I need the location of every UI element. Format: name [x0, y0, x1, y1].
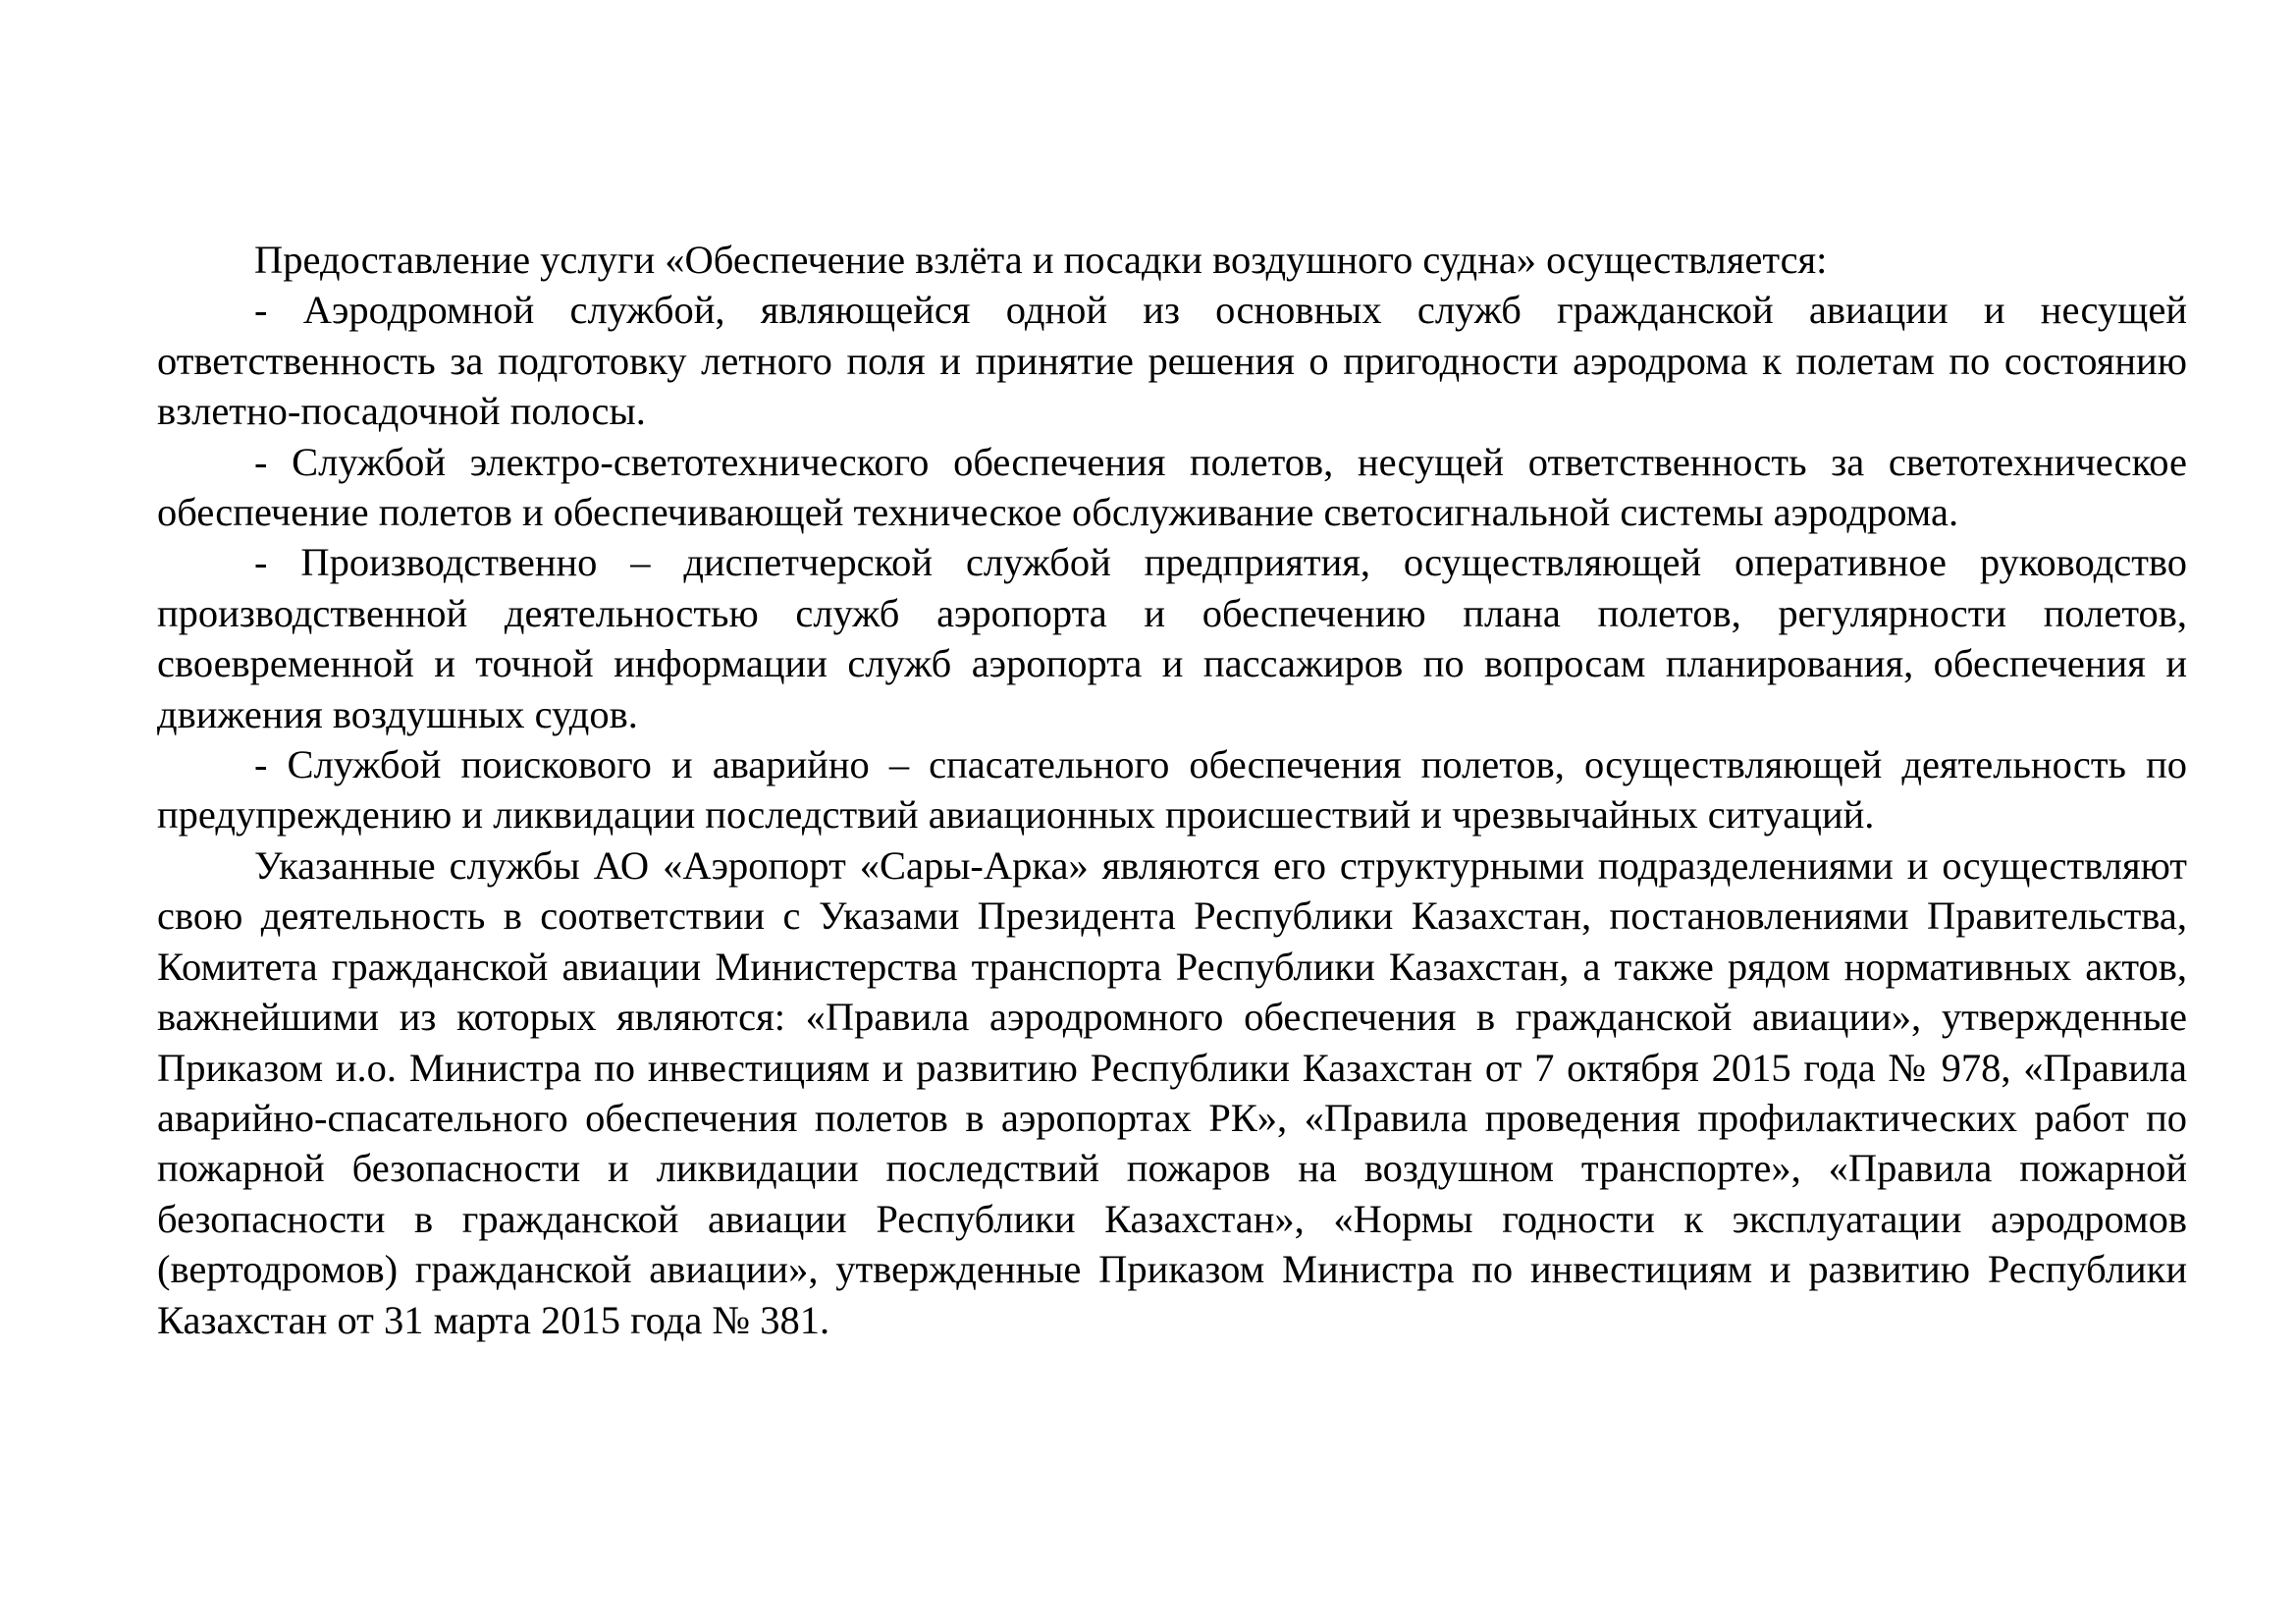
paragraph-dispatch-service: - Производственно – диспетчерской службой предприятия, осуществляющей оперативное руководство производственной деятельностью служб аэропорта и обеспечению плана полетов, регулярности полетов, своевременной и точной информации служб аэропорта и пассажиров по вопросам планирования, обеспечения и движения воздушных судов.	[157, 540, 2187, 736]
paragraph-intro: Предоставление услуги «Обеспечение взлёта и посадки воздушного судна» осуществляется:	[254, 238, 1828, 282]
document-body	[157, 235, 2187, 1345]
paragraph-lighting-service: - Службой электро-светотехнического обеспечения полетов, несущей ответственность за светотехническое обеспечение полетов и обеспечивающей техническое обслуживание светосигнальной системы аэродрома.	[157, 439, 2187, 535]
paragraph-regulations: Указанные службы АО «Аэропорт «Сары-Арка» являются его структурными подразделениями и осуществляют свою деятельность в соответствии с Указами Президента Республики Казахстан, постановлениями Правительства, Комитета гражданской авиации Министерства транспорта Республики Казахстан, а также рядом нормативных актов, важнейшими из которых являются: «Правила аэродромного обеспечения в гражданской авиации», утвержденные Приказом и.о. Министра по инвестициям и развитию Республики Казахстан от 7 октября 2015 года № 978, «Правила аварийно-спасательного обеспечения полетов в аэропортах РК», «Правила проведения профилактических работ по пожарной безопасности и ликвидации последствий пожаров на воздушном транспорте», «Правила пожарной безопасности в гражданской авиации Республики Казахстан», «Нормы годности к эксплуатации аэродромов (вертодромов) гражданской авиации», утвержденные Приказом Министра по инвестициям и развитию Республики Казахстан от 31 марта 2015 года № 381.	[157, 842, 2187, 1342]
paragraph-rescue-service: - Службой поискового и аварийно – спасательного обеспечения полетов, осуществляющей деятельность по предупреждению и ликвидации последствий авиационных происшествий и чрезвычайных ситуаций.	[157, 742, 2187, 838]
paragraph-aerodrome-service: - Аэродромной службой, являющейся одной из основных служб гражданской авиации и несущей ответственность за подготовку летного поля и принятие решения о пригодности аэродрома к полетам по состоянию взлетно-посадочной полосы.	[157, 288, 2187, 434]
